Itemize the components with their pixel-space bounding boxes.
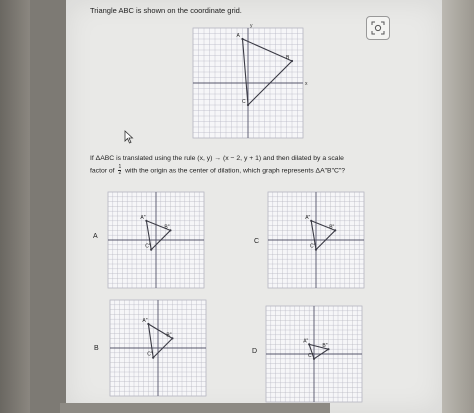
vertex-label: A"	[142, 318, 148, 324]
vertex-label: B"	[166, 332, 172, 339]
vertex-label: B"	[322, 343, 328, 350]
main-coordinate-grid	[193, 23, 308, 142]
question-text-line2	[90, 165, 345, 176]
vertex-label: B	[286, 55, 290, 61]
scale-factor-fraction	[118, 165, 121, 176]
vertex-label: A"	[303, 338, 309, 345]
vertex-point	[308, 343, 310, 345]
vertex-point	[327, 348, 329, 350]
vertex-label: B"	[164, 224, 170, 231]
question-title: Triangle ABC is shown on the coordinate grid.	[90, 6, 242, 15]
vertex-label: A"	[305, 214, 311, 221]
vertex-label: C"	[308, 352, 314, 359]
option-b-label: B	[94, 345, 99, 352]
photo-background-left	[0, 0, 30, 413]
question-sheet	[66, 0, 442, 413]
mouse-cursor-icon	[124, 130, 134, 149]
option-c-graph[interactable]	[268, 192, 368, 292]
option-a-graph[interactable]	[108, 192, 208, 292]
vertex-label: C"	[145, 243, 151, 250]
vertex-label: B"	[329, 224, 335, 231]
fraction-numerator: 1	[118, 164, 122, 170]
camera-button[interactable]	[366, 16, 390, 40]
vertex-label: C"	[147, 351, 153, 358]
vertex-label: A"	[140, 214, 146, 221]
question-text-line1: If ΔABC is translated using the rule (x, y) → (x − 2, y + 1) and then dilated by a scale	[90, 155, 344, 162]
vertex-point	[247, 104, 249, 106]
vertex-point	[169, 229, 171, 231]
question-line2-start: factor of	[90, 167, 115, 175]
vertex-label: A	[236, 33, 240, 39]
vertex-point	[147, 323, 149, 325]
vertex-label: C	[242, 99, 246, 105]
option-b-graph[interactable]	[110, 300, 210, 400]
vertex-point	[310, 220, 312, 222]
question-line2-end: with the origin as the center of dilation, which graph represents ΔA"B"C"?	[125, 167, 346, 175]
vertex-label: C"	[310, 243, 316, 250]
vertex-point	[145, 220, 147, 222]
camera-icon	[370, 20, 386, 36]
option-d-graph[interactable]	[266, 306, 366, 406]
option-a-label: A	[93, 233, 98, 240]
x-axis-label: x	[305, 81, 308, 87]
option-d-label: D	[252, 348, 258, 355]
vertex-point	[241, 38, 243, 40]
vertex-point	[171, 337, 173, 339]
fraction-denominator: 2	[118, 170, 122, 176]
vertex-point	[334, 229, 336, 231]
y-axis-label: y	[250, 23, 253, 29]
vertex-point	[291, 60, 293, 62]
screen-bottom-edge	[60, 403, 330, 413]
option-c-label: C	[254, 238, 260, 245]
